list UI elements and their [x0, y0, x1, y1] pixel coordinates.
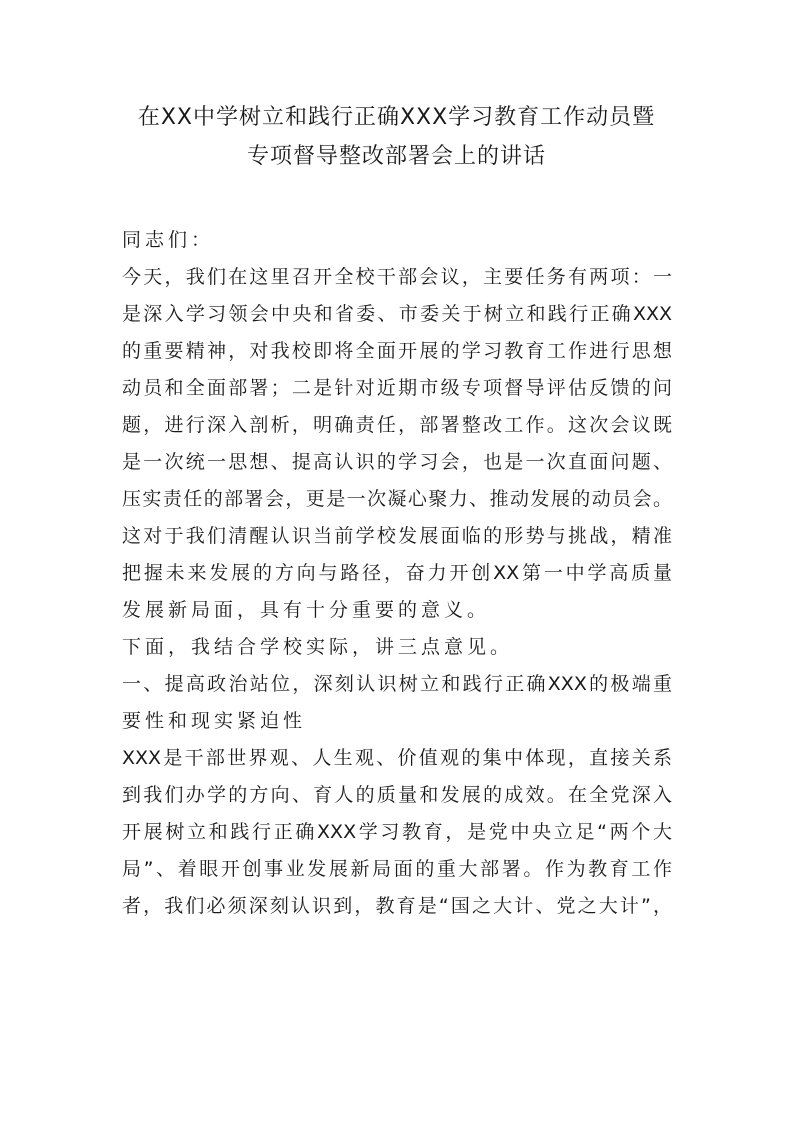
text-line: 要性和现实紧迫性	[122, 710, 307, 732]
document-body	[122, 222, 672, 925]
text-line: 压实责任的部署会，更是一次凝心聚力、推动发展的动员会。	[122, 488, 672, 510]
text-line: 到我们办学的方向、育人的质量和发展的成效。在全党深入	[122, 784, 672, 806]
paragraph	[122, 740, 672, 925]
paragraph	[122, 259, 672, 629]
text-line: 局”、着眼开创事业发展新局面的重大部署。作为教育工作	[122, 858, 672, 880]
text-line: 是深入学习领会中央和省委、市委关于树立和践行正确XXX	[122, 303, 672, 325]
document-title-line-2: 专项督导整改部署会上的讲话	[246, 144, 546, 169]
text-line: 这对于我们清醒认识当前学校发展面临的形势与挑战，精准	[122, 525, 672, 547]
paragraph	[122, 666, 672, 740]
text-line: 把握未来发展的方向与路径，奋力开创XX第一中学高质量	[122, 562, 672, 584]
document-title-line-1: 在XX中学树立和践行正确XXX学习教育工作动员暨	[137, 105, 656, 130]
text-line: 开展树立和践行正确XXX学习教育，是党中央立足“两个大	[122, 821, 672, 843]
text-line: 下面，我结合学校实际，讲三点意见。	[122, 636, 514, 658]
paragraph	[122, 222, 672, 259]
text-line: 的重要精神，对我校即将全面开展的学习教育工作进行思想	[122, 340, 672, 362]
text-line: 者，我们必须深刻认识到，教育是“国之大计、党之大计”，	[122, 895, 672, 917]
text-line: 是一次统一思想、提高认识的学习会，也是一次直面问题、	[122, 451, 672, 473]
text-line: 今天，我们在这里召开全校干部会议，主要任务有两项：一	[122, 266, 672, 288]
text-line: 一、提高政治站位，深刻认识树立和践行正确XXX的极端重	[122, 673, 672, 695]
text-line: 题，进行深入剖析，明确责任，部署整改工作。这次会议既	[122, 414, 672, 436]
paragraph	[122, 629, 672, 666]
text-line: 动员和全面部署；二是针对近期市级专项督导评估反馈的问	[122, 377, 672, 399]
text-line: 发展新局面，具有十分重要的意义。	[122, 599, 491, 621]
text-line: XXX是干部世界观、人生观、价值观的集中体现，直接关系	[122, 747, 672, 769]
text-line: 同志们：	[122, 229, 215, 251]
